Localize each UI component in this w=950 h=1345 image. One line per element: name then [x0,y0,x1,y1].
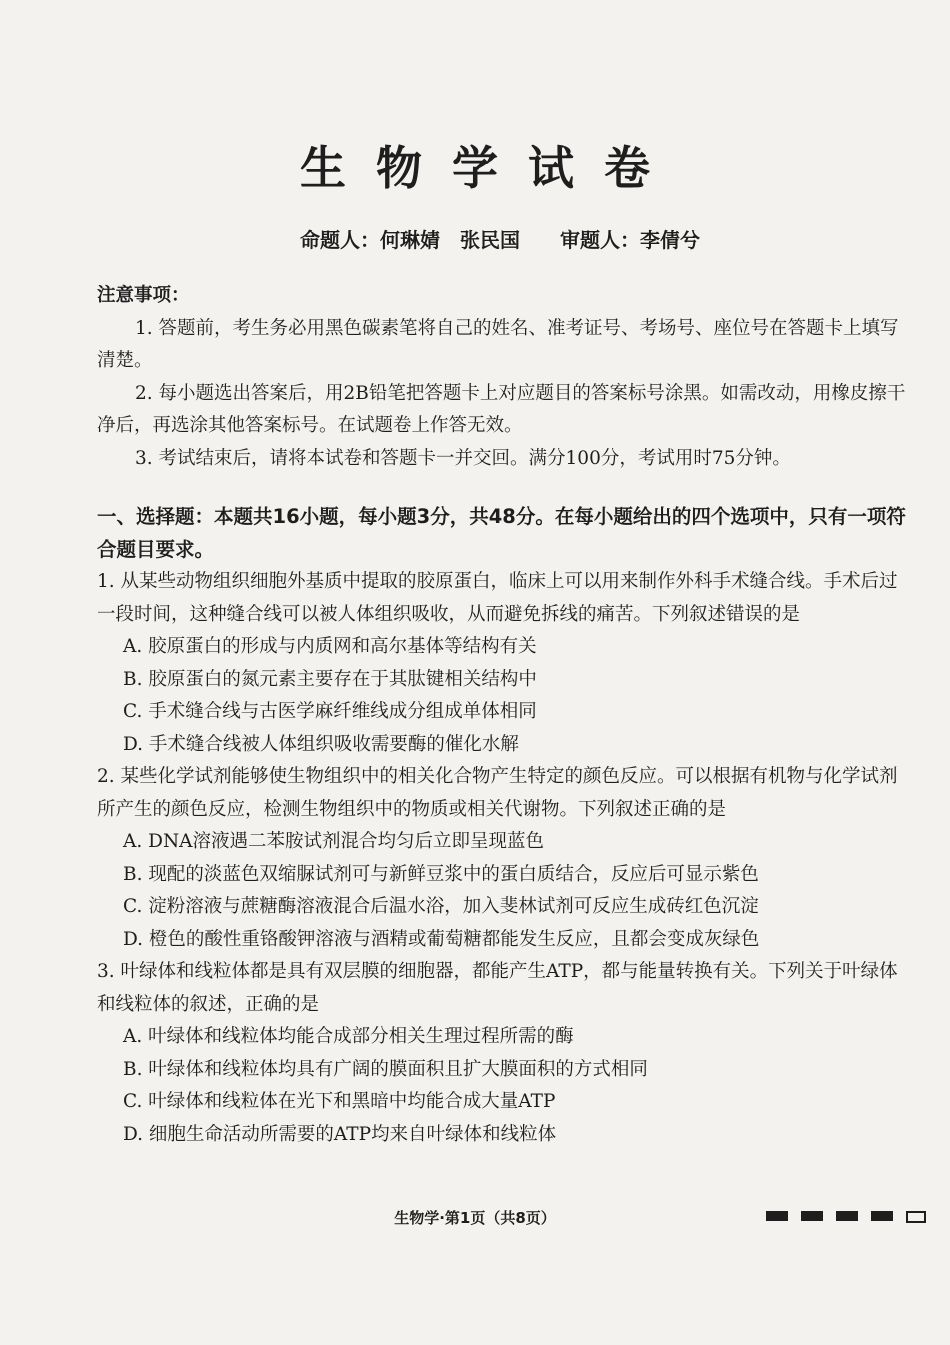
page-title: 生物学试卷 [300,141,680,195]
filled-square-icon [836,1211,858,1221]
question-1 [97,566,907,761]
authors-line: 命题人：何琳婧 张民国 审题人：李倩兮 [300,228,700,252]
option-c: C. 叶绿体和线粒体在光下和黑暗中均能合成大量ATP [123,1091,556,1112]
option-b: B. 现配的淡蓝色双缩脲试剂可与新鲜豆浆中的蛋白质结合，反应后可显示紫色 [123,863,759,885]
notice-item-3: 3. 考试结束后，请将本试卷和答题卡一并交回。满分100分，考试用时75分钟。 [135,447,791,469]
question-stem: 1. 从某些动物组织细胞外基质中提取的胶原蛋白，临床上可以用来制作外科手术缝合线。手术后过一段时间，这种缝合线可以被人体组织吸收，从而避免拆线的痛苦。下列叙述错误的是 [97,571,898,625]
option-a: A. 叶绿体和线粒体均能合成部分相关生理过程所需的酶 [123,1026,574,1047]
option-a: A. DNA溶液遇二苯胺试剂混合均匀后立即呈现蓝色 [123,831,545,852]
question-stem: 3. 叶绿体和线粒体都是具有双层膜的细胞器，都能产生ATP，都与能量转换有关。下列关于叶绿体和线粒体的叙述，正确的是 [97,961,898,1015]
exam-content [97,280,907,1151]
option-d: D. 橙色的酸性重铬酸钾溶液与酒精或葡萄糖都能发生反应，且都会变成灰绿色 [123,928,760,950]
notice-item-2: 2. 每小题选出答案后，用2B铅笔把答题卡上对应题目的答案标号涂黑。如需改动，用橡皮擦干净后，再选涂其他答案标号。在试题卷上作答无效。 [97,382,906,436]
question-2 [97,761,907,956]
section-heading: 一、选择题：本题共16小题，每小题3分，共48分。在每小题给出的四个选项中，只有一项符合题目要求。 [97,505,906,561]
notice-heading: 注意事项： [97,285,190,306]
option-c: C. 手术缝合线与古医学麻纤维线成分组成单体相同 [123,701,537,722]
option-b: B. 叶绿体和线粒体均具有广阔的膜面积且扩大膜面积的方式相同 [123,1058,648,1080]
hollow-square-icon [906,1211,926,1223]
filled-square-icon [801,1211,823,1221]
option-a: A. 胶原蛋白的形成与内质网和高尔基体等结构有关 [123,636,537,657]
option-d: D. 细胞生命活动所需要的ATP均来自叶绿体和线粒体 [123,1123,557,1145]
option-d: D. 手术缝合线被人体组织吸收需要酶的催化水解 [123,733,519,755]
option-c: C. 淀粉溶液与蔗糖酶溶液混合后温水浴，加入斐林试剂可反应生成砖红色沉淀 [123,896,759,917]
filled-square-icon [871,1211,893,1221]
question-3 [97,956,907,1151]
option-b: B. 胶原蛋白的氮元素主要存在于其肽键相关结构中 [123,668,537,690]
question-stem: 2. 某些化学试剂能够使生物组织中的相关化合物产生特定的颜色反应。可以根据有机物与化学试剂所产生的颜色反应，检测生物组织中的物质或相关代谢物。下列叙述正确的是 [97,766,898,820]
page-footer: 生物学·第1页（共8页） [394,1209,556,1227]
filled-square-icon [766,1211,788,1221]
notice-item-1: 1. 答题前，考生务必用黑色碳素笔将自己的姓名、准考证号、考场号、座位号在答题卡上填写清楚。 [97,317,899,371]
notice-block [97,280,907,475]
bleed-through-text [96,66,116,95]
page-marks [766,1211,926,1223]
